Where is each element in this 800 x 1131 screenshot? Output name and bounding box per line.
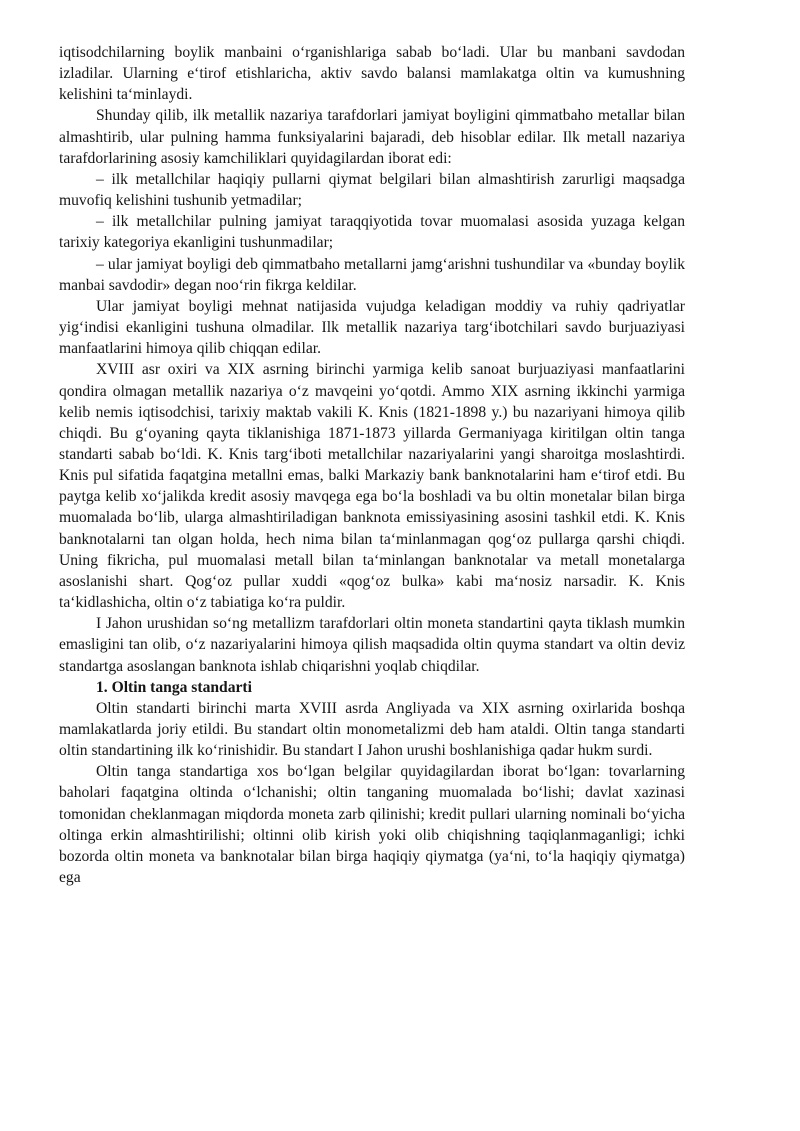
paragraph-gold-coin-features: Oltin tanga standartiga xos bo‘lgan belgilar quyidagilardan iborat bo‘lgan: tovarlarning baholari faqatgina oltinda o‘lchanishi; oltin tanganing muomalada bo‘lishi; davlat xazinasi tomonidan cheklanmagan miqdorda moneta zarb qilinishi; kredit pullari ularning nominali bo‘yicha oltinga erkin almashtirilishi; oltinni olib kirish yoki olib chiqishning taqiqlanmaganligi; ichki bozorda oltin moneta va banknotalar bilan birga haqiqiy qiymatga (ya‘ni, to‘la haqiqiy qiymatga) ega	[59, 763, 685, 887]
paragraph-early-metallists: Shunday qilib, ilk metallik nazariya tarafdorlari jamiyat boyligini qimmatbaho metallar bilan almashtirib, ular pulning hamma funksiyalarini bajaradi, deb hisoblar edilar. Ilk metall nazariya tarafdorlarining asosiy kamchiliklari quyidagilardan iborat edi:	[59, 107, 685, 167]
paragraph-continuation: iqtisodchilarning boylik manbaini o‘rganishlariga sabab bo‘ladi. Ular bu manbani savdodan izladilar. Ularning e‘tirof etishlaricha, aktiv savdo balansi mamlakatga oltin va kumushning kelishini ta‘minlaydi.	[59, 44, 685, 104]
paragraph-gold-standard-intro: Oltin standarti birinchi marta XVIII asrda Angliyada va XIX asrning oxirlarida boshqa mamlakatlarda joriy etildi. Bu standart oltin monometalizmi deb ham ataldi. Oltin tanga standarti oltin standartining ilk ko‘rinishidir. Bu standart I Jahon urushi boshlanishiga qadar hukm surdi.	[59, 699, 685, 760]
paragraph-after-ww1: I Jahon urushidan so‘ng metallizm tarafdorlari oltin moneta standartini qayta tiklash mumkin emasligini tan olib, o‘z nazariyalarini himoya qilish maqsadida oltin quyma standart va oltin deviz standartga asoslangan banknota ishlab chiqarishni yoqlab chiqdilar.	[59, 615, 685, 675]
list-item-shortcoming-2: – ilk metallchilar pulning jamiyat taraqqiyotida tovar muomalasi asosida yuzaga kelgan tarixiy kategoriya ekanligini tushunmadilar;	[59, 213, 685, 252]
list-item-shortcoming-3: – ular jamiyat boyligi deb qimmatbaho metallarni jamg‘arishni tushundilar va «bunday boylik manbai savdodir» degan noo‘rin fikrga keldilar.	[59, 255, 685, 294]
list-item-shortcoming-1: – ilk metallchilar haqiqiy pullarni qiymat belgilari bilan almashtirish zarurligi maqsadga muvofiq kelishini tushunib yetmadilar;	[59, 170, 685, 210]
section-heading: 1. Oltin tanga standarti	[96, 678, 252, 696]
document-page	[59, 42, 685, 888]
paragraph-social-wealth: Ular jamiyat boyligi mehnat natijasida vujudga keladigan moddiy va ruhiy qadriyatlar yig‘indisi ekanligini tushuna olmadilar. Ilk metallik nazariya targ‘ibotchilari savdo burjuaziyasi manfaatlarini himoya qilib chiqqan edilar.	[59, 297, 685, 358]
paragraph-knies: XVIII asr oxiri va XIX asrning birinchi yarmiga kelib sanoat burjuaziyasi manfaatlarini qondira olmagan metallik nazariya o‘z mavqeini yo‘qotdi. Ammo XIX asrning ikkinchi yarmiga kelib nemis iqtisodchisi, tarixiy maktab vakili K. Knis (1821-1898 y.) bu nazariyani himoya qilib chiqdi. Bu g‘oyaning qayta tiklanishiga 1871-1873 yillarda Germaniyaga kiritilgan oltin tanga standarti sabab bo‘ldi. K. Knis targ‘iboti metallchilar nazariyalarini yangi sharoitga moslashtirdi. Knis pul sifatida faqatgina metallni emas, balki Markaziy bank banknotalarini ham e‘tirof etdi. Bu paytga kelib xo‘jalikda kredit asosiy mavqega ega bo‘la boshladi va bu oltin monetalar bilan birga muomalada bo‘lib, ularga almashtiriladigan banknota emissiyasining asosini tashkil etdi. K. Knis banknotalarni tan olgan holda, hech nima bilan ta‘minlanmagan qog‘oz pullarga qarshi chiqdi. Uning fikricha, pul muomalasi metall bilan ta‘minlangan banknotalar va metall monetalarga asoslanishi shart. Qog‘oz pullar xuddi «qog‘oz bulka» kabi ma‘nosiz narsadir. K. Knis ta‘kidlashicha, oltin o‘z tabiatiga ko‘ra puldir.	[59, 361, 685, 612]
